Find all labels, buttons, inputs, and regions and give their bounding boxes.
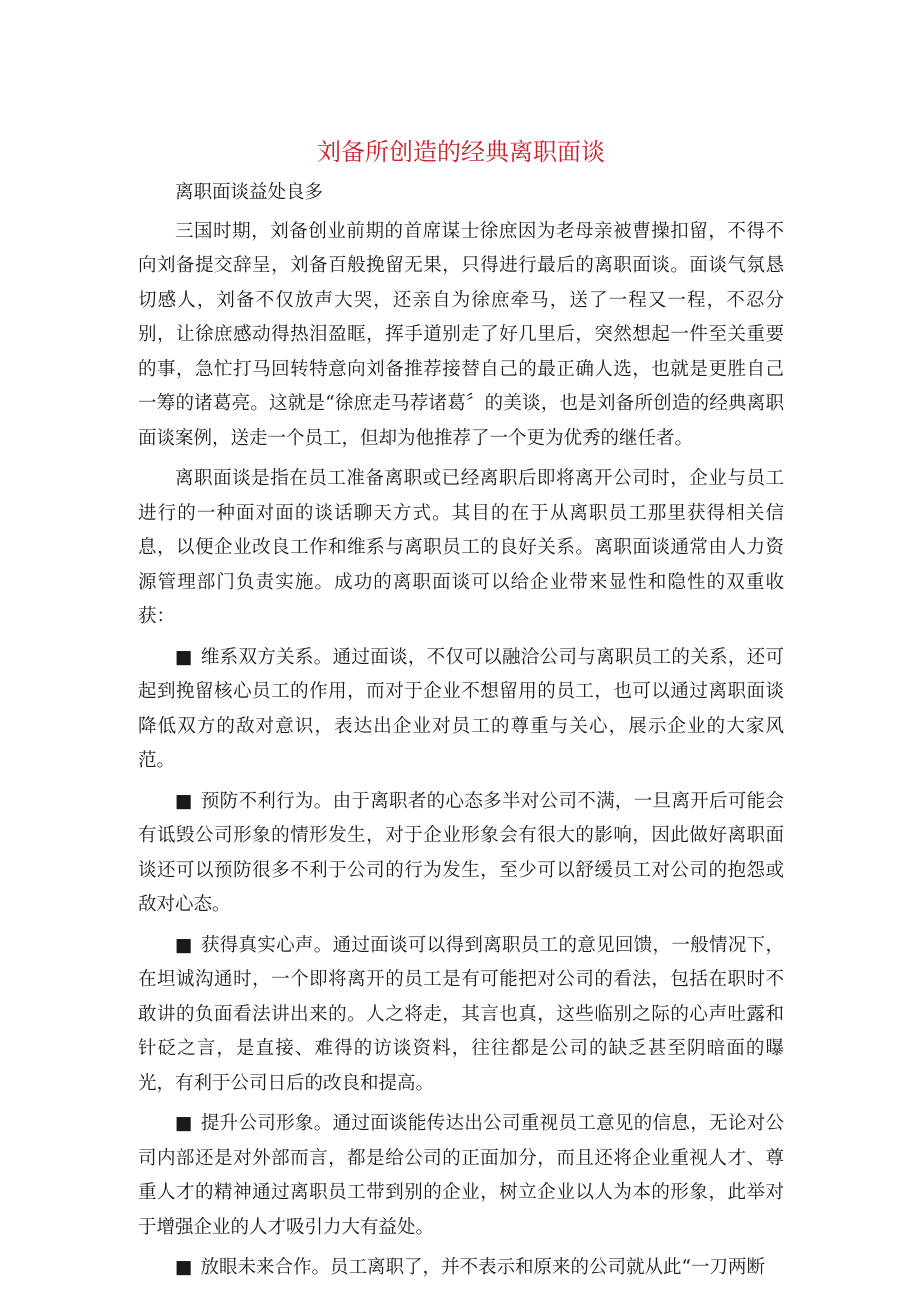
- bullet-future-cooperation: [138, 1251, 784, 1286]
- bullet-square-icon: ■: [175, 934, 193, 956]
- document-title: 刘备所创造的经典离职面谈: [317, 138, 605, 166]
- bullet-company-image: [138, 1107, 784, 1245]
- bullet-text: 获得真实心声。通过面谈可以得到离职员工的意见回馈，一般情况下，在坦诚沟通时，一个即将离开的员工是有可能把对公司的看法，包括在职时不敢讲的负面看法讲出来的。人之将走，其言也真，这些临别之际的心声吐露和针砭之言，是直接、难得的访谈资料，往往都是公司的缺乏甚至阴暗面的曝光，有利于公司日后的改良和提高。: [138, 934, 784, 1094]
- paragraph-intro-story: 三国时期，刘备创业前期的首席谋士徐庶因为老母亲被曹操扣留，不得不向刘备提交辞呈，刘备百般挽留无果，只得进行最后的离职面谈。面谈气氛恳切感人，刘备不仅放声大哭，还亲自为徐庶牵马，送了一程又一程，不忍分别，让徐庶感动得热泪盈眶，挥手道别走了好几里后，突然想起一件至关重要的事，急忙打马回转特意向刘备推荐接替自己的最正确人选，也就是更胜自己一筹的诸葛亮。这就是“徐庶走马荐诸葛〞的美谈，也是刘备所创造的经典离职面谈案例，送走一个员工，但却为他推荐了一个更为优秀的继任者。: [138, 220, 784, 449]
- bullet-prevent-harm: [138, 785, 784, 923]
- document-page: [138, 132, 784, 1292]
- bullet-true-feedback: [138, 929, 784, 1102]
- bullet-maintain-relations: [138, 641, 784, 779]
- bullet-text: 维系双方关系。通过面谈，不仅可以融洽公司与离职员工的关系，还可起到挽留核心员工的作用，而对于企业不想留用的员工，也可以通过离职面谈降低双方的敌对意识，表达出企业对员工的尊重与关心，展示企业的大家风范。: [138, 646, 784, 771]
- bullet-text: 提升公司形象。通过面谈能传达出公司重视员工意见的信息，无论对公司内部还是对外部而言，都是给公司的正面加分，而且还将企业重视人才、尊重人才的精神通过离职员工带到别的企业，树立企业以人为本的形象，此举对于增强企业的人才吸引力大有益处。: [138, 1113, 784, 1238]
- bullet-square-icon: ■: [175, 790, 193, 812]
- bullet-text: 预防不利行为。由于离职者的心态多半对公司不满，一旦离开后可能会有诋毁公司形象的情形发生，对于企业形象会有很大的影响，因此做好离职面谈还可以预防很多不利于公司的行为发生，至少可以舒缓员工对公司的抱怨或敌对心态。: [138, 790, 784, 915]
- paragraph-definition: 离职面谈是指在员工准备离职或已经离职后即将离开公司时，企业与员工进行的一种面对面的谈话聊天方式。其目的在于从离职员工那里获得相关信息，以便企业改良工作和维系与离职员工的良好关系。离职面谈通常由人力资源管理部门负责实施。成功的离职面谈可以给企业带来显性和隐性的双重收获：: [138, 468, 784, 627]
- bullet-square-icon: ■: [175, 1113, 193, 1134]
- bullet-text: 放眼未来合作。员工离职了，并不表示和原来的公司就从此“一刀两断: [200, 1257, 765, 1278]
- bullet-square-icon: ■: [175, 646, 193, 668]
- section-heading: 离职面谈益处良多: [175, 182, 324, 203]
- bullet-square-icon: ■: [175, 1257, 193, 1278]
